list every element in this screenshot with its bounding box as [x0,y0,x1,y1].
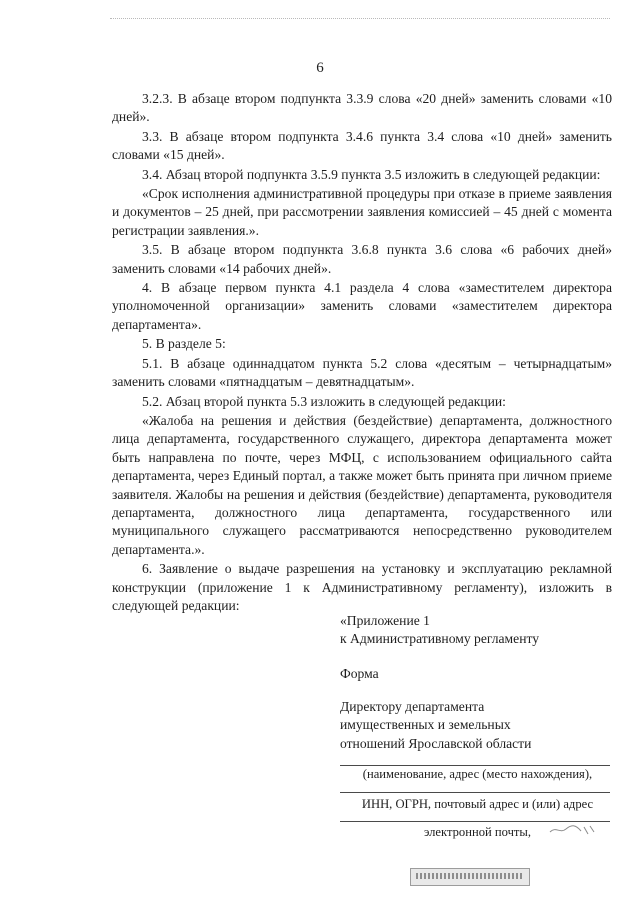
field-hint-email: электронной почты, [423,825,532,839]
handwritten-mark-icon [548,822,598,836]
appendix-title: «Приложение 1 [340,613,430,628]
appendix-header [340,612,615,649]
field-hint-inn-ogrn: ИНН, ОГРН, почтовый адрес и (или) адрес [361,797,594,811]
addressee-line-1: Директору департамента [340,699,485,714]
addressee-line-2: имущественных и земельных [340,717,511,733]
addressee-line-3: отношений Ярославской области [340,735,532,751]
paragraph-3-2-3: 3.2.3. В абзаце втором подпункта 3.3.9 слова «20 дней» заменить словами «10 дней». [112,91,612,125]
paragraph-3-5: 3.5. В абзаце втором подпункта 3.6.8 пункта 3.6 слова «6 рабочих дней» заменить словами «14 рабочих дней». [112,242,612,276]
paragraph-5-1: 5.1. В абзаце одиннадцатом пункта 5.2 слова «десятым – четырнадцатым» заменить словами «пятнадцатым – девятнадцатым». [112,355,612,390]
addressee-block [340,698,615,753]
fill-in-line-1 [340,765,610,766]
scan-edge-artifact [110,18,610,19]
document-body [112,90,612,615]
page-number: 6 [316,60,324,76]
paragraph-6: 6. Заявление о выдаче разрешения на установку и эксплуатацию рекламной конструкции (приложение 1 к Административному регламенту), изложить в следующей редакции: [112,561,612,613]
paragraph-5: 5. В разделе 5: [142,336,226,352]
paragraph-4: 4. В абзаце первом пункта 4.1 раздела 4 слова «заместителем директора уполномоченной организации» заменить словами «заместителем директора департамента». [112,280,612,332]
field-hint-name-address: (наименование, адрес (место нахождения), [362,767,593,781]
fill-in-line-2 [340,792,610,793]
quote-complaint: «Жалоба на решения и действия (бездействие) департамента, должностного лица департамента, государственного служащего, директора департамента может быть направлена по почте, через МФЦ, с использованием официального сайта департамента, через Единый портал, а также может быть принята при личном приеме заявителя. Жалобы на решения и действия (бездействие) департамента, руководителя департамента, должностного лица департамента, государственного или муниципального служащего рассматриваются непосредственно руководителем департамента.». [112,412,612,557]
appendix-reference: к Административному регламенту [340,631,540,647]
barcode-stripes [416,873,522,879]
barcode-stamp [410,868,530,886]
paragraph-3-4: 3.4. Абзац второй подпункта 3.5.9 пункта 3.5 изложить в следующей редакции: [142,166,601,182]
paragraph-3-3: 3.3. В абзаце втором подпункта 3.4.6 пункта 3.4 слова «10 дней» заменить словами «15 дней». [112,128,612,163]
quote-deadline: «Срок исполнения административной процедуры при отказе в приеме заявления и документов – 25 дней, при рассмотрении заявления комиссией – 45 дней с момента регистрации заявления.». [112,186,612,238]
paragraph-5-2: 5.2. Абзац второй пункта 5.3 изложить в следующей редакции: [142,393,506,409]
form-label: Форма [340,666,379,681]
